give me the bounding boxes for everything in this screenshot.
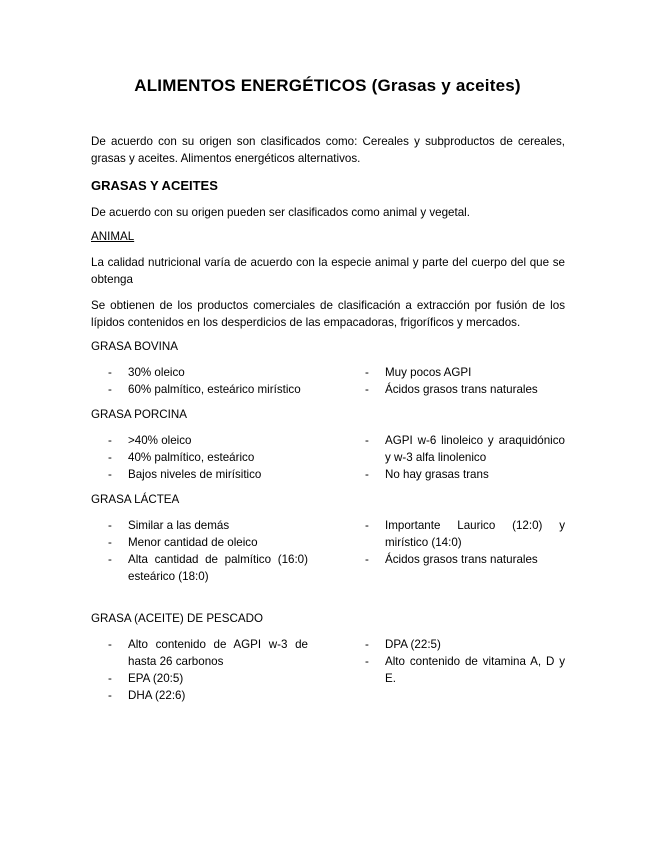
group-label-pescado: GRASA (ACEITE) DE PESCADO xyxy=(91,612,264,625)
list-item: - Bajos niveles de mirísitico xyxy=(108,468,262,481)
bovina-left-list xyxy=(108,364,308,398)
list-item: - Importante Laurico (12:0) y mirístico (14:0) xyxy=(365,519,565,549)
section-heading: GRASAS Y ACEITES xyxy=(91,178,218,193)
list-item: - Ácidos grasos trans naturales xyxy=(365,383,538,396)
group-label-lactea: GRASA LÁCTEA xyxy=(91,493,180,506)
list-item: - Alto contenido de vitamina A, D y E. xyxy=(365,655,565,685)
list-item: - DPA (22:5) xyxy=(365,638,441,651)
pescado-right-list xyxy=(365,636,565,687)
porcina-left-list xyxy=(108,432,308,483)
list-item: - Muy pocos AGPI xyxy=(365,366,472,379)
group-label-bovina: GRASA BOVINA xyxy=(91,340,178,353)
list-item: - 60% palmítico, esteárico mirístico xyxy=(108,383,301,396)
list-item: - Ácidos grasos trans naturales xyxy=(365,553,538,566)
list-item: - DHA (22:6) xyxy=(108,689,186,702)
list-item: - Alta cantidad de palmítico (16:0) esteárico (18:0) xyxy=(108,553,308,583)
list-item: - Alto contenido de AGPI w-3 de hasta 26 carbonos xyxy=(108,638,308,668)
lactea-left-list xyxy=(108,517,308,585)
list-item: - 30% oleico xyxy=(108,366,185,379)
list-item: - Similar a las demás xyxy=(108,519,230,532)
pescado-left-list xyxy=(108,636,308,704)
porcina-right-list xyxy=(365,432,565,483)
list-item: - >40% oleico xyxy=(108,434,192,447)
list-item: - AGPI w-6 linoleico y araquidónico y w-3 alfa linolenico xyxy=(365,434,565,464)
animal-subheading: ANIMAL xyxy=(91,230,135,243)
animal-paragraph-1: La calidad nutricional varía de acuerdo con la especie animal y parte del cuerpo del que se obtenga xyxy=(91,256,565,286)
section-intro-paragraph: De acuerdo con su origen pueden ser clasificados como animal y vegetal. xyxy=(91,206,470,219)
list-item: - No hay grasas trans xyxy=(365,468,489,481)
list-item: - 40% palmítico, esteárico xyxy=(108,451,255,464)
bovina-right-list xyxy=(365,364,565,398)
lactea-right-list xyxy=(365,517,565,568)
document-title: ALIMENTOS ENERGÉTICOS (Grasas y aceites) xyxy=(134,76,521,95)
animal-paragraph-2: Se obtienen de los productos comerciales de clasificación a extracción por fusión de los lípidos contenidos en los desperdicios de las empacadoras, frigoríficos y mercados. xyxy=(91,299,565,329)
intro-paragraph: De acuerdo con su origen son clasificados como: Cereales y subproductos de cereales, grasas y aceites. Alimentos energéticos alternativos. xyxy=(91,135,565,165)
group-label-porcina: GRASA PORCINA xyxy=(91,408,187,421)
list-item: - EPA (20:5) xyxy=(108,672,184,685)
list-item: - Menor cantidad de oleico xyxy=(108,536,258,549)
